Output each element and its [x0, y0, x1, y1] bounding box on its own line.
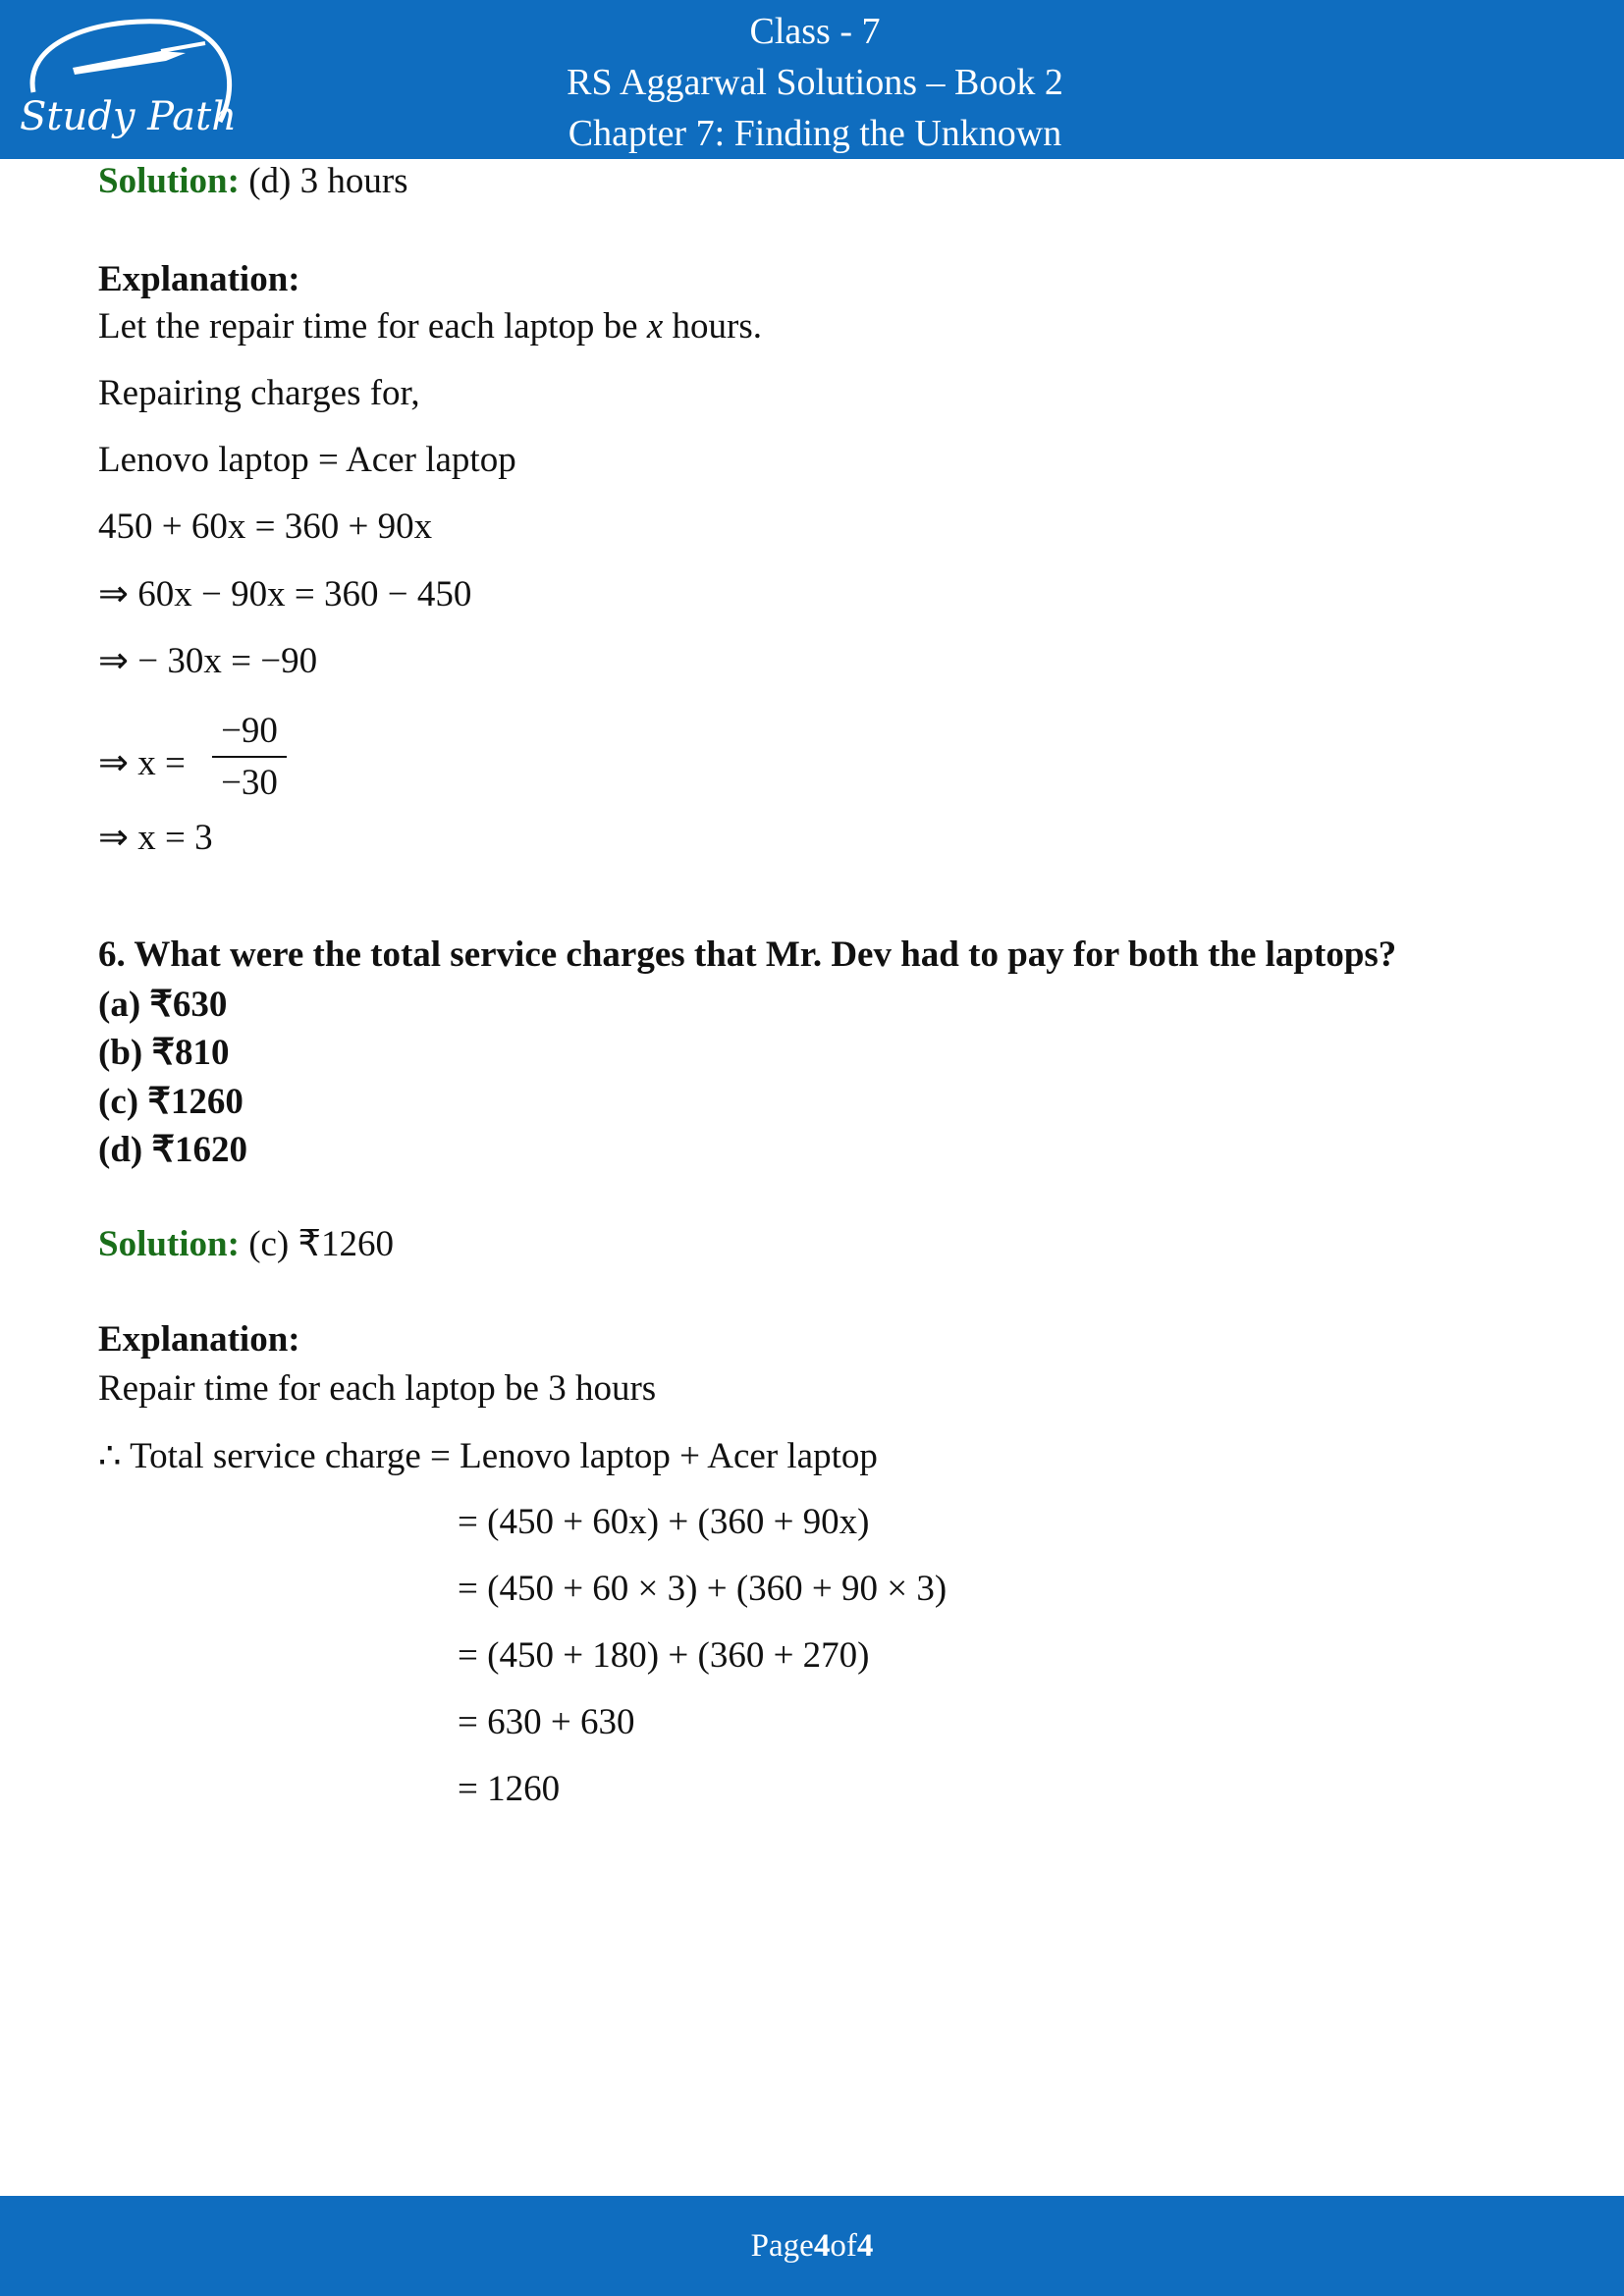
header-title-block	[471, 6, 1159, 159]
q5-fraction	[212, 710, 287, 804]
q6-line-1: Repair time for each laptop be 3 hours	[98, 1368, 657, 1409]
q6-step-1: = (450 + 60x) + (360 + 90x)	[458, 1502, 870, 1542]
q6-solution-value: (c) ₹1260	[239, 1224, 395, 1264]
q5-equation-1: 450 + 60x = 360 + 90x	[98, 507, 433, 547]
q5-equation-2: ⇒ 60x − 90x = 360 − 450	[98, 574, 472, 614]
page-footer	[0, 2196, 1624, 2296]
q6-option-b: (b) ₹810	[98, 1033, 230, 1073]
q6-question: 6. What were the total service charges that Mr. Dev had to pay for both the laptops?	[98, 934, 1397, 975]
q6-step-2: = (450 + 60 × 3) + (360 + 90 × 3)	[458, 1569, 947, 1609]
q6-option-c: (c) ₹1260	[98, 1082, 244, 1122]
q6-option-d: (d) ₹1620	[98, 1130, 248, 1170]
book-title: RS Aggarwal Solutions – Book 2	[567, 62, 1063, 103]
page-label: Page	[750, 2227, 814, 2264]
q5-solution-label: Solution:	[98, 161, 240, 201]
q5-solution-value: (d) 3 hours	[239, 161, 408, 201]
q5-equation-4-prefix: ⇒ x =	[98, 743, 186, 783]
class-title: Class - 7	[749, 11, 881, 52]
q6-solution-line	[98, 1222, 394, 1265]
page-of-label: of	[830, 2227, 857, 2264]
q5-line-1-var: x	[646, 306, 664, 347]
logo-text: Study Path	[20, 94, 237, 139]
q5-explanation-label: Explanation:	[98, 259, 300, 299]
q6-step-5: = 1260	[458, 1769, 561, 1809]
q6-step-4: = 630 + 630	[458, 1702, 635, 1742]
page-header	[0, 0, 1624, 159]
q6-explanation-label: Explanation:	[98, 1319, 300, 1360]
q5-solution-line	[98, 160, 408, 202]
q5-line-3: Lenovo laptop = Acer laptop	[98, 440, 516, 480]
q5-line-1	[98, 305, 762, 347]
q5-fraction-numerator: −90	[212, 710, 287, 758]
q5-fraction-denominator: −30	[221, 763, 278, 803]
q5-line-1-text-a: Let the repair time for each laptop be	[98, 306, 647, 347]
q5-equation-5: ⇒ x = 3	[98, 818, 213, 858]
q5-equation-3: ⇒ − 30x = −90	[98, 641, 318, 681]
q5-line-1-text-b: hours.	[663, 306, 763, 347]
page-number: 4	[813, 2227, 831, 2264]
page-total: 4	[856, 2227, 874, 2264]
q6-solution-label: Solution:	[98, 1224, 240, 1264]
chapter-title: Chapter 7: Finding the Unknown	[568, 113, 1062, 154]
q6-option-a: (a) ₹630	[98, 985, 228, 1025]
q6-step-3: = (450 + 180) + (360 + 270)	[458, 1635, 870, 1676]
q6-line-2: ∴ Total service charge = Lenovo laptop + Acer laptop	[98, 1436, 878, 1476]
q5-line-2: Repairing charges for,	[98, 373, 420, 413]
